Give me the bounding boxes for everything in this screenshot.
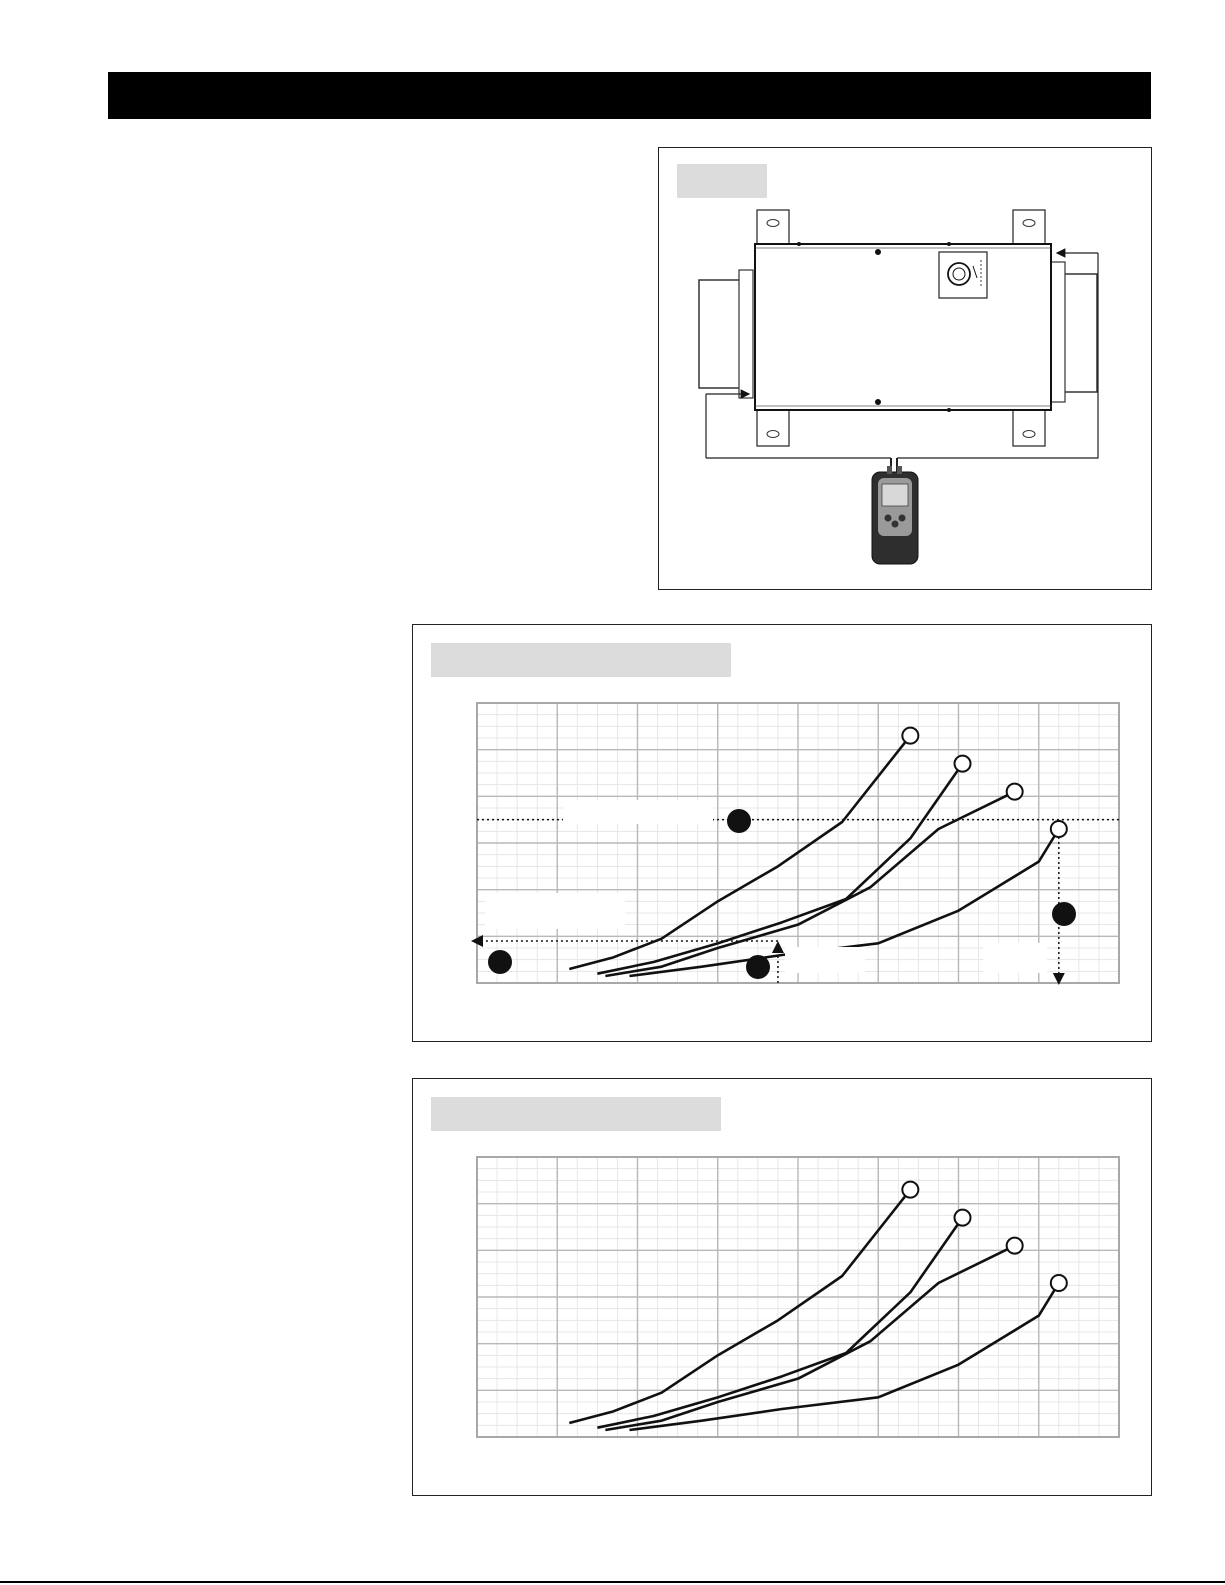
- series-end-marker-1: [902, 1182, 918, 1198]
- series-line-1: [569, 736, 910, 969]
- section-header-bar: [108, 72, 1151, 119]
- chart-b-svg: [413, 1079, 1153, 1497]
- manometer-icon: [872, 466, 918, 564]
- unit-diagram-drawing: [659, 148, 1153, 591]
- chart-b-grid: [477, 1157, 1119, 1437]
- step-marker-3: [746, 955, 770, 979]
- control-dial-icon: [939, 252, 987, 298]
- chart-a-svg: [413, 625, 1153, 1043]
- series-end-marker-2: [955, 756, 971, 772]
- step-marker-4: [488, 950, 512, 974]
- airflow-readout-label-box: [785, 947, 865, 973]
- figure-unit-diagram: [658, 147, 1152, 590]
- series-end-marker-4: [1051, 1275, 1067, 1291]
- mounting-bracket-bottom-left: [757, 410, 789, 446]
- series-end-marker-4: [1051, 821, 1067, 837]
- left-duct-collar: [699, 270, 753, 398]
- chart-a-grid: [477, 703, 1119, 983]
- right-duct-collar: [1051, 262, 1097, 402]
- series-line-1: [569, 1190, 910, 1423]
- pressure-readout-label-box: [983, 943, 1047, 973]
- unit-housing: [755, 242, 1051, 412]
- flow-readout-label-box: [485, 893, 625, 929]
- target-pressure-label-box: [563, 800, 713, 824]
- figure-chart-a: [412, 624, 1152, 1042]
- series-end-marker-3: [1007, 784, 1023, 800]
- mounting-bracket-bottom-right: [1013, 410, 1045, 446]
- step-marker-2: [1052, 902, 1076, 926]
- series-end-marker-1: [902, 728, 918, 744]
- series-end-marker-3: [1007, 1238, 1023, 1254]
- mounting-bracket-top-right: [1013, 210, 1045, 246]
- figure-chart-b: [412, 1078, 1152, 1496]
- series-line-4: [629, 1283, 1058, 1430]
- mounting-bracket-top-left: [757, 210, 789, 246]
- page-bottom-rule: [0, 1581, 1225, 1583]
- step-marker-1: [727, 809, 751, 833]
- series-end-marker-2: [955, 1210, 971, 1226]
